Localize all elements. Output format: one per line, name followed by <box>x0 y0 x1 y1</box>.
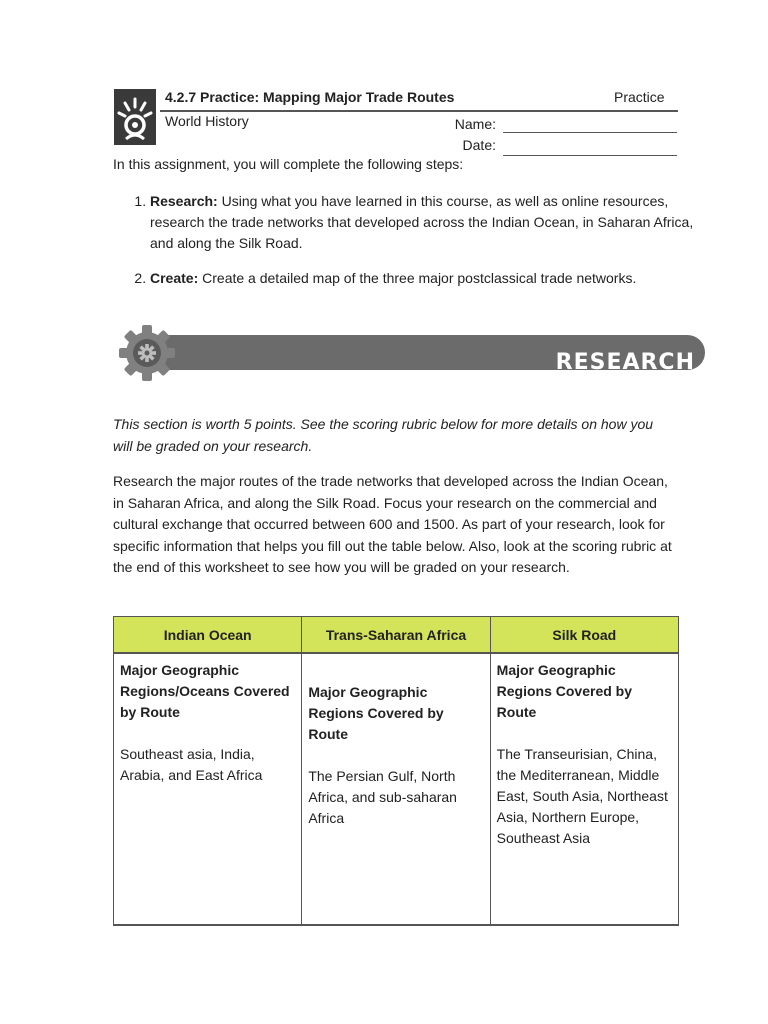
research-banner <box>118 324 708 382</box>
intro-text: In this assignment, you will complete the following steps: <box>113 156 464 172</box>
cell-indian-ocean[interactable] <box>114 653 302 925</box>
assignment-type: Practice <box>614 89 665 105</box>
name-label: Name: <box>454 116 496 132</box>
column-header-silk-road: Silk Road <box>490 617 678 654</box>
research-instructions: Research the major routes of the trade networks that developed across the Indian Ocean, in Saharan Africa, and along the Silk Road. Focus your research on the commercial and cultural exchange that occurred between 600 and 1500. As part of your research, look for specific information that helps you fill out the table below. Also, look at the scoring rubric at the end of this worksheet to see how you will be graded on your research. <box>113 473 672 575</box>
cell-heading: Major Geographic Regions/Oceans Covered by Route <box>120 662 290 720</box>
cell-trans-saharan[interactable] <box>302 653 490 925</box>
school-logo-icon <box>114 89 156 145</box>
banner-label: RESEARCH <box>555 350 695 375</box>
trade-routes-table <box>113 616 679 926</box>
cell-heading: Major Geographic Regions Covered by Route <box>496 662 633 720</box>
points-note: This section is worth 5 points. See the scoring rubric below for more details on how you will be graded on your research. <box>113 416 654 454</box>
header-divider <box>160 110 678 112</box>
date-field[interactable] <box>503 155 677 156</box>
cell-silk-road[interactable] <box>490 653 678 925</box>
steps-list <box>113 191 720 303</box>
date-label: Date: <box>462 137 496 153</box>
step-create <box>150 268 720 289</box>
step-label: Create: <box>150 270 199 286</box>
column-header-trans-saharan: Trans-Saharan Africa <box>302 617 490 654</box>
cell-answer: The Persian Gulf, North Africa, and sub-saharan Africa <box>308 768 457 826</box>
column-header-indian-ocean: Indian Ocean <box>114 617 302 654</box>
cell-answer: Southeast asia, India, Arabia, and East Africa <box>120 746 263 783</box>
step-label: Research: <box>150 193 218 209</box>
cell-answer: The Transeurisian, China, the Mediterranean, Middle East, South Asia, Northeast Asia, Northern Europe, Southeast Asia <box>496 746 668 846</box>
step-text: Using what you have learned in this course, as well as online resources, research the trade networks that developed across the Indian Ocean, in Saharan Africa, and along the Silk Road. <box>150 193 694 251</box>
cell-heading: Major Geographic Regions Covered by Route <box>308 684 444 742</box>
table-row <box>114 653 679 925</box>
gear-icon <box>118 324 176 382</box>
table-header-row <box>114 617 679 654</box>
step-research <box>150 191 720 254</box>
banner-bar <box>148 335 705 375</box>
course-subject: World History <box>165 113 249 129</box>
assignment-title: 4.2.7 Practice: Mapping Major Trade Routes <box>165 89 455 105</box>
step-text: Create a detailed map of the three major postclassical trade networks. <box>198 270 637 286</box>
name-field[interactable] <box>503 132 677 133</box>
